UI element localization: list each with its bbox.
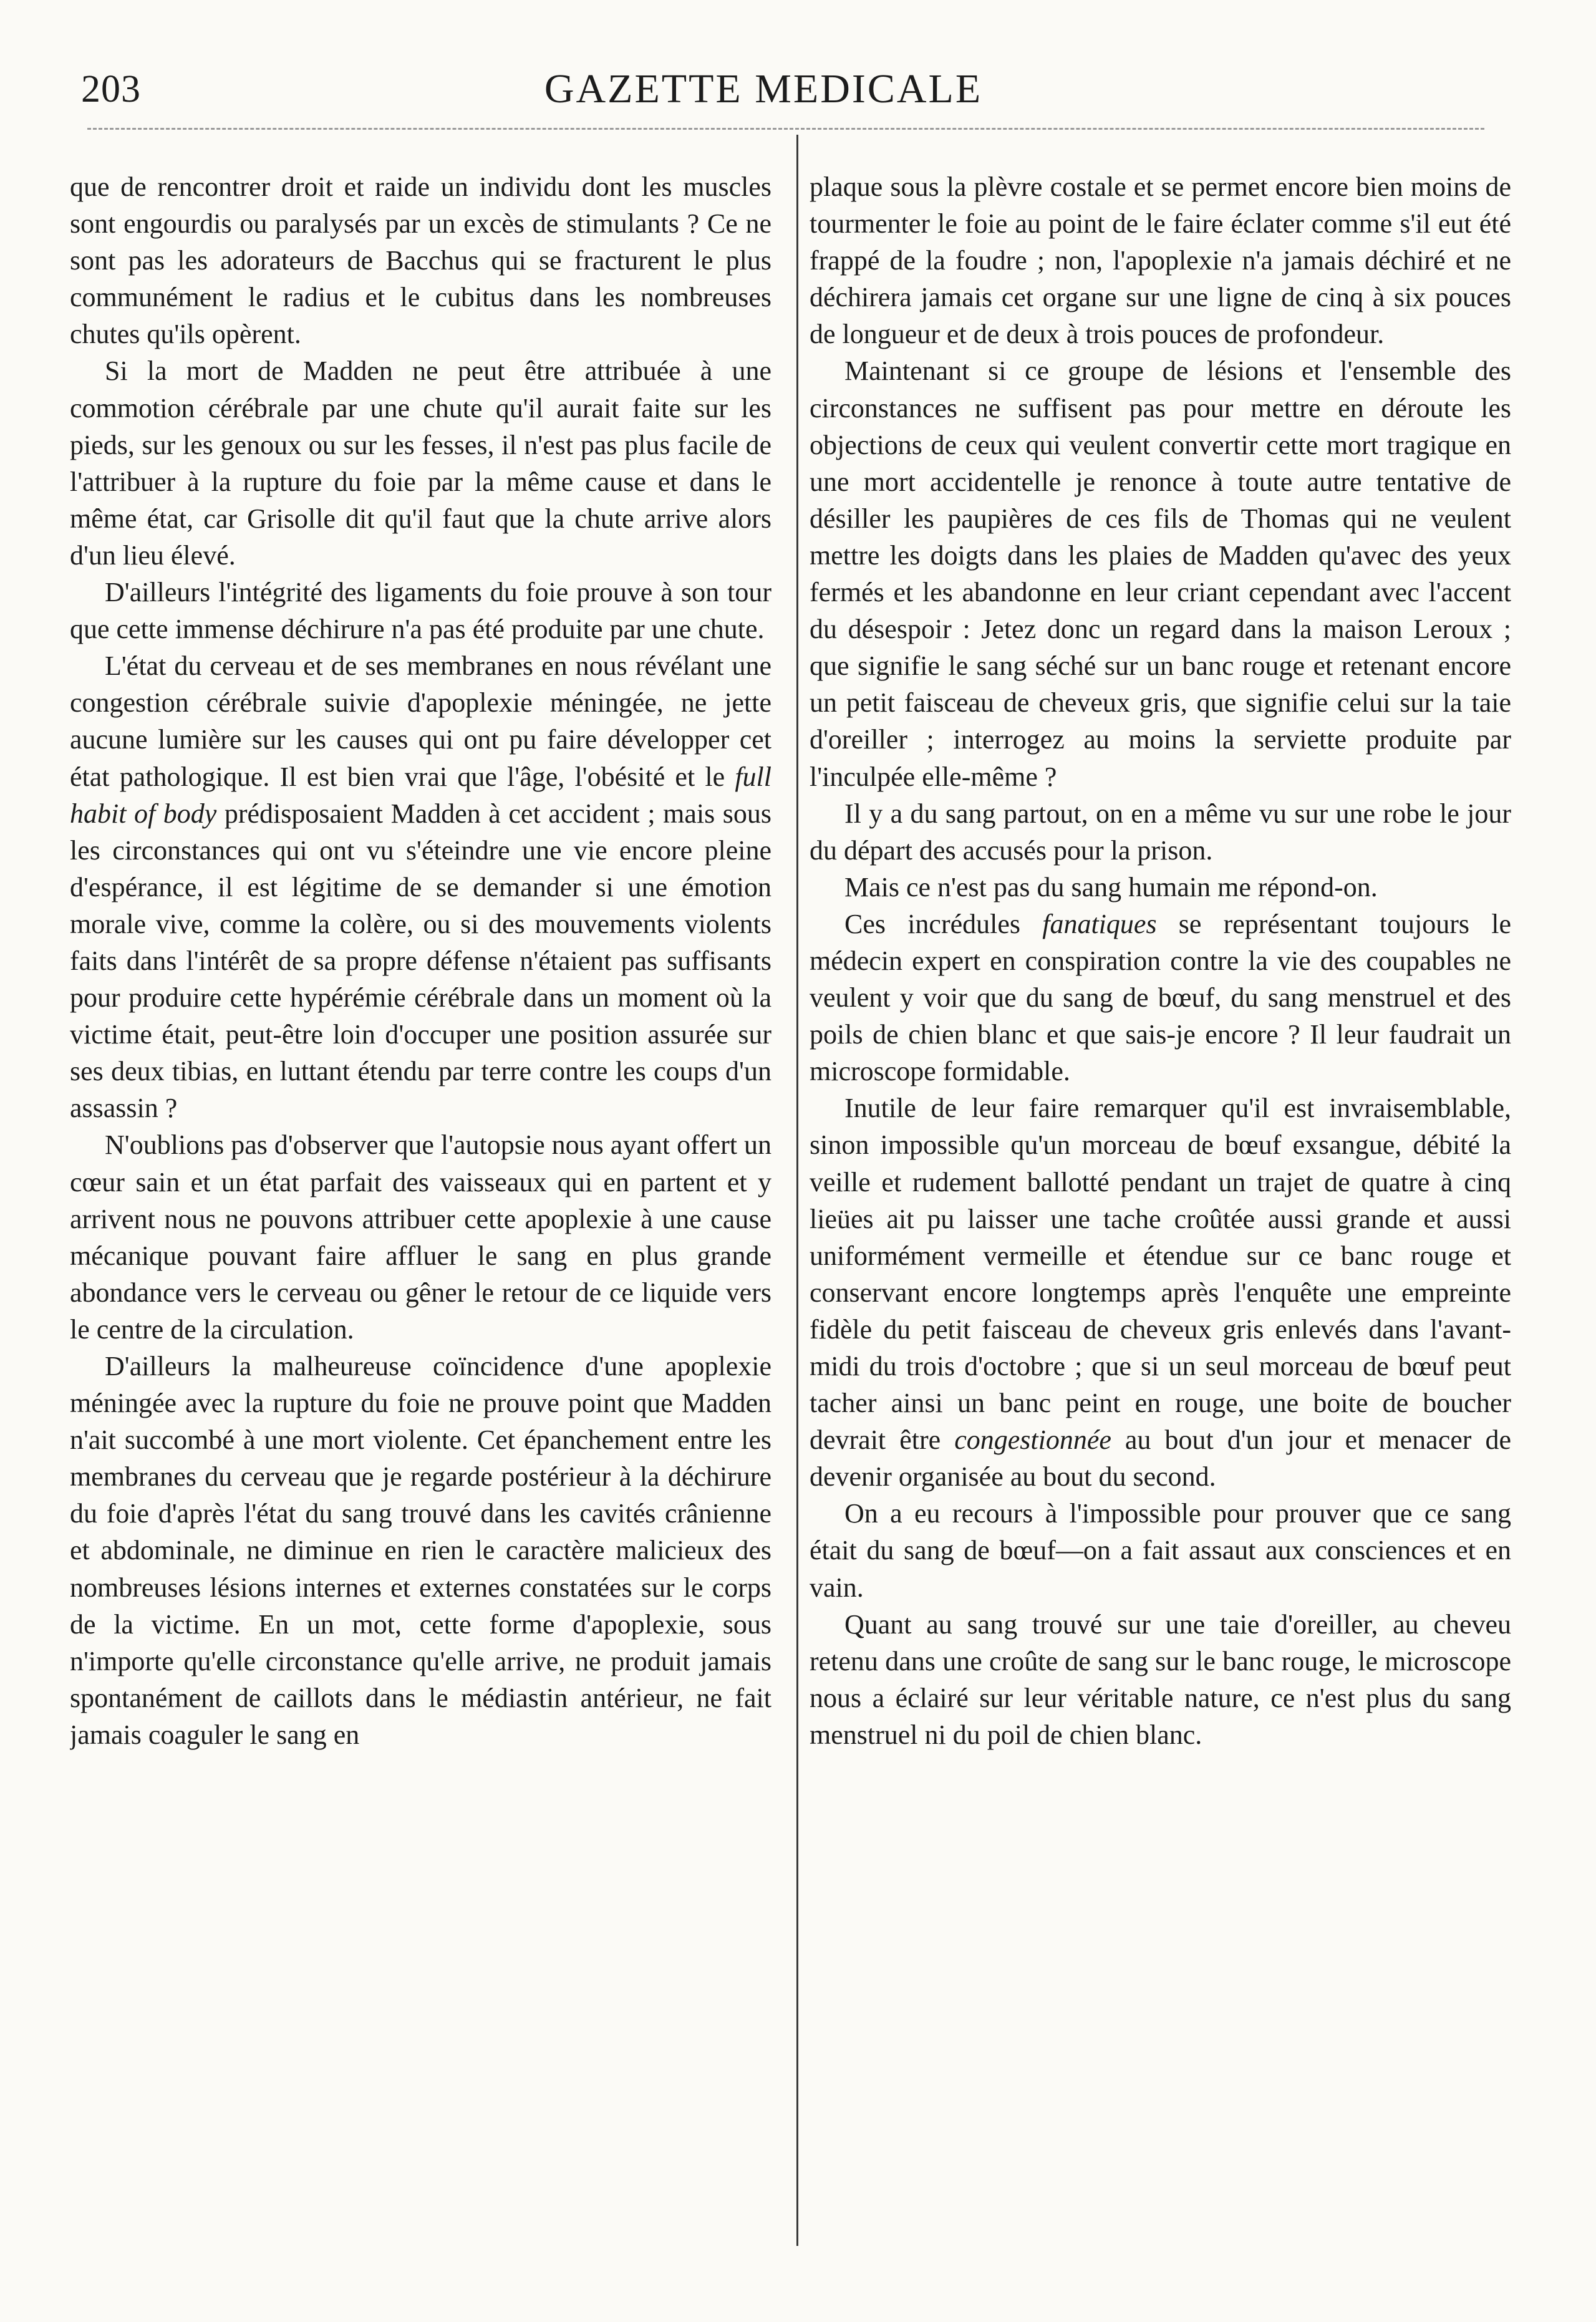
italic-phrase: full habit of body bbox=[70, 761, 771, 829]
paragraph: D'ailleurs l'intégrité des ligaments du foie prouve à son tour que cette immense déchirure n'a pas été produite par une chute. bbox=[70, 577, 771, 645]
paragraph-text: se représentant toujours le médecin expert en conspiration contre la vie des coupables ne veulent y voir que du sang de bœuf, du sang menstruel et des poils de chien blanc et que sais-je encore ? Il leur faudrait un microscope formidable. bbox=[810, 908, 1511, 1087]
left-column bbox=[70, 168, 771, 2283]
paragraph bbox=[810, 1090, 1511, 1495]
paragraph: D'ailleurs la malheureuse coïncidence d'une apoplexie méningée avec la rupture du foie ne prouve point que Madden n'ait succombé à une mort violente. Cet épanchement entre les membranes du cerveau que je regarde postérieur à la déchirure du foie d'après l'état du sang trouvé dans les cavités crânienne et abdominale, ne diminue en rien le caractère malicieux des nombreuses lésions internes et externes constatées sur le corps de la victime. En un mot, cette forme d'apoplexie, sous n'importe qu'elle circonstance qu'elle arrive, ne produit jamais spontanément de caillots dans le médiastin antérieur, ne fait jamais coaguler le sang en bbox=[70, 1351, 771, 1750]
italic-phrase: fanatiques bbox=[1042, 908, 1157, 939]
paragraph: Il y a du sang partout, on en a même vu sur une robe le jour du départ des accusés pour la prison. bbox=[810, 798, 1511, 866]
journal-title: GAZETTE MEDICALE bbox=[544, 66, 983, 112]
paragraph: Mais ce n'est pas du sang humain me répond-on. bbox=[844, 871, 1378, 902]
paragraph-text: prédisposaient Madden à cet accident ; mais sous les circonstances qui ont vu s'éteindre une vie encore pleine d'espérance, il est légitime de se demander si une émotion morale vive, comme la colère, ou si des mouvements violents faits dans l'intérêt de sa propre défense n'étaient pas suffisants pour produire cette hypérémie cérébrale dans un moment où la victime était, peut-être loin d'occuper une position assurée sur ses deux tibias, en luttant étendu par terre contre les coups d'un assassin ? bbox=[70, 798, 771, 1124]
paragraph: Quant au sang trouvé sur une taie d'oreiller, au cheveu retenu dans une croûte de sang sur le banc rouge, le microscope nous a éclairé sur leur véritable nature, ce n'est plus du sang menstruel ni du poil de chien blanc. bbox=[810, 1608, 1511, 1750]
header-rule bbox=[87, 128, 1484, 130]
paragraph-text: Ces incrédules bbox=[844, 908, 1043, 939]
paragraph: N'oublions pas d'observer que l'autopsie nous ayant offert un cœur sain et un état parfait des vaisseaux qui en partent et y arrivent nous ne pouvons attribuer cette apoplexie à une cause mécanique pouvant faire affluer le sang en plus grande abondance vers le cerveau ou gêner le retour de ce liquide vers le centre de la circulation. bbox=[70, 1130, 771, 1345]
paragraph: Maintenant si ce groupe de lésions et l'ensemble des circonstances ne suffisent pas pour mettre en déroute les objections de ceux qui veulent convertir cette mort tragique en une mort accidentelle je renonce à toute autre tentative de désiller les paupières de ces fils de Thomas qui ne veulent mettre les doigts dans les plaies de Madden qu'avec des yeux fermés et les abandonne en leur criant cependant avec l'accent du désespoir : Jetez donc un regard dans la maison Leroux ; que signifie le sang séché sur un banc rouge et retenant encore un petit faisceau de cheveux gris, que signifie celui sur la taie d'oreiller ; interrogez au moins la serviette produite par l'inculpée elle-même ? bbox=[810, 356, 1511, 792]
italic-phrase: congestionnée bbox=[954, 1425, 1111, 1456]
paragraph: Si la mort de Madden ne peut être attribuée à une commotion cérébrale par une chute qu'il aurait faite sur les pieds, sur les genoux ou sur les fesses, il n'est pas plus facile de l'attribuer à la rupture du foie par la même cause et dans le même état, car Grisolle dit qu'il faut que la chute arrive alors d'un lieu élevé. bbox=[70, 356, 771, 571]
paragraph-text: Inutile de leur faire remarquer qu'il est invraisemblable, sinon impossible qu'un morceau de bœuf exsangue, débité la veille et rudement ballotté pendant un trajet de quatre à cinq lieües ait pu laisser une tache croûtée aussi grande et aussi uniformément vermeille et étendue sur ce banc rouge et conservant encore longtemps après l'enquête une empreinte fidèle du petit faisceau de cheveux gris enlevés dans l'avant-midi du trois d'octobre ; que si un seul morceau de bœuf peut tacher ainsi un banc peint en rouge, une boite de boucher devrait être bbox=[810, 1093, 1511, 1456]
right-column bbox=[810, 168, 1511, 2283]
paragraph: plaque sous la plèvre costale et se permet encore bien moins de tourmenter le foie au point de le faire éclater comme s'il eut été frappé de la foudre ; non, l'apoplexie n'a jamais déchiré et ne déchirera jamais cet organe sur une ligne de cinq à six pouces de longueur et de deux à trois pouces de profondeur. bbox=[810, 172, 1511, 350]
paragraph: que de rencontrer droit et raide un individu dont les muscles sont engourdis ou paralysés par un excès de stimulants ? Ce ne sont pas les adorateurs de Bacchus qui se fracturent le plus communément le radius et le cubitus dans les nombreuses chutes qu'ils opèrent. bbox=[70, 172, 771, 350]
paragraph-text: au bout d'un jour et menacer de devenir organisée au bout du second. bbox=[810, 1425, 1511, 1492]
column-divider bbox=[796, 135, 798, 2246]
paragraph bbox=[70, 647, 771, 1126]
paragraph: On a eu recours à l'impossible pour prouver que ce sang était du sang de bœuf—on a fait assaut aux consciences et en vain. bbox=[810, 1498, 1511, 1603]
page-header bbox=[37, 55, 1489, 123]
paragraph bbox=[810, 906, 1511, 1090]
paragraph-text: L'état du cerveau et de ses membranes en nous révélant une congestion cérébrale suivie d'apoplexie méningée, ne jette aucune lumière sur les causes qui ont pu faire développer cet état pathologique. Il est bien vrai que l'âge, l'obésité et le bbox=[70, 651, 771, 792]
page-number: 203 bbox=[81, 68, 141, 110]
